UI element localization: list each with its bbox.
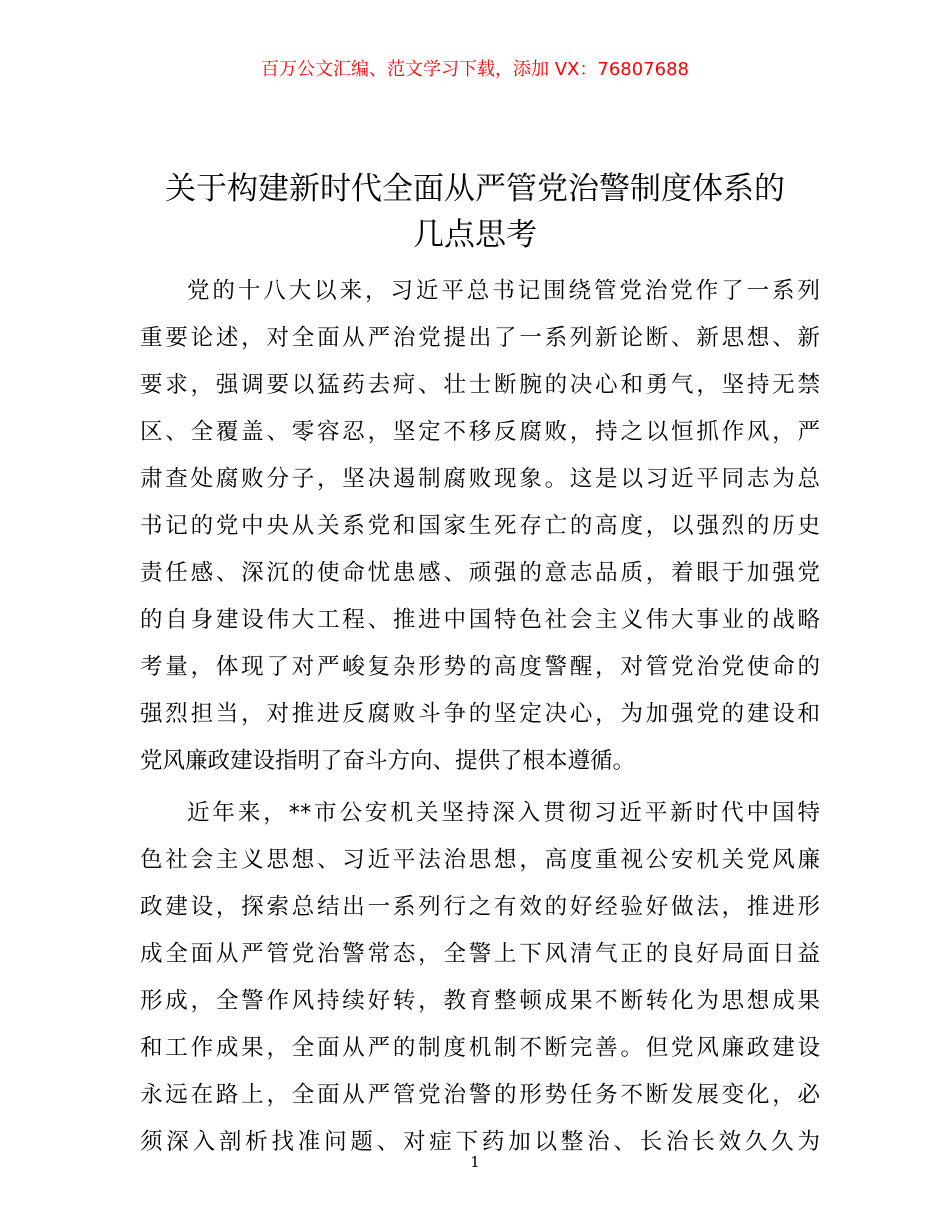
title-line: 关于构建新时代全面从严管党治警制度体系的 [165,171,785,207]
paragraph-2 [140,790,820,1166]
document-body [140,268,820,1171]
text-line: 重要论述，对全面从严治党提出了一系列新论断、新思想、新 [140,325,820,351]
text-line: 强烈担当，对推进反腐败斗争的坚定决心，为加强党的建设和 [140,701,820,727]
text-line: 书记的党中央从关系党和国家生死存亡的高度，以强烈的历史 [140,513,820,539]
text-line: 区、全覆盖、零容忍，坚定不移反腐败，持之以恒抓作风，严 [140,419,820,445]
text-line: 考量，体现了对严峻复杂形势的高度警醒，对管党治党使命的 [140,654,820,680]
text-line: 肃查处腐败分子，坚决遏制腐败现象。这是以习近平同志为总 [140,466,820,492]
text-line: 色社会主义思想、习近平法治思想，高度重视公安机关党风廉 [140,847,820,873]
paragraph-1 [140,268,820,785]
text-line: 成全面从严管党治警常态，全警上下风清气正的良好局面日益 [140,941,820,967]
text-line: 形成，全警作风持续好转，教育整顿成果不断转化为思想成果 [140,988,820,1014]
text-line: 近年来，**市公安机关坚持深入贯彻习近平新时代中国特 [187,800,820,826]
text-line: 的自身建设伟大工程、推进中国特色社会主义伟大事业的战略 [140,607,820,633]
page-number: 1 [470,1153,480,1171]
text-line: 须深入剖析找准问题、对症下药加以整治、长治长效久久为 [140,1129,820,1155]
text-line: 党的十八大以来，习近平总书记围绕管党治党作了一系列 [187,278,820,304]
text-line: 要求，强调要以猛药去疴、壮士断腕的决心和勇气，坚持无禁 [140,372,820,398]
text-line: 党风廉政建设指明了奋斗方向、提供了根本遵循。 [140,748,636,774]
text-line: 永远在路上，全面从严管党治警的形势任务不断发展变化，必 [140,1082,820,1108]
document-title [100,166,850,258]
text-line: 政建设，探索总结出一系列行之有效的好经验好做法，推进形 [140,894,820,920]
title-line: 几点思考 [413,217,537,253]
text-line: 和工作成果，全面从严的制度机制不断完善。但党风廉政建设 [140,1035,820,1061]
text-line: 责任感、深沉的使命忧患感、顽强的意志品质，着眼于加强党 [140,560,820,586]
promo-header: 百万公文汇编、范文学习下载，添加 VX：76807688 [261,59,689,80]
